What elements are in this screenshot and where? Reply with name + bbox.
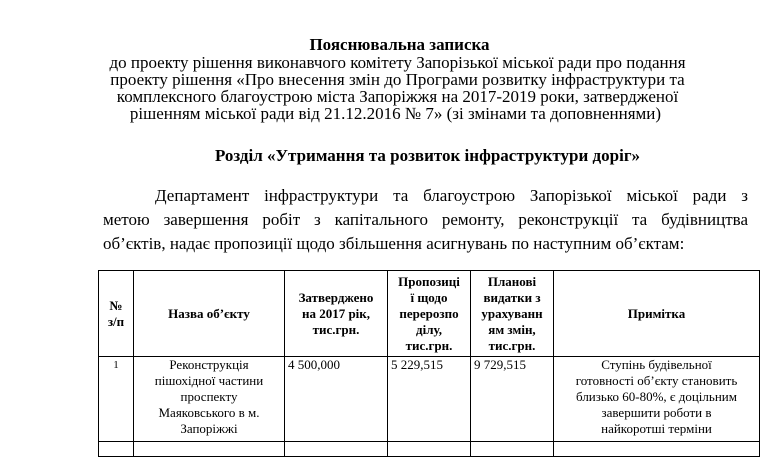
row-name-line: Реконструкція <box>169 357 249 372</box>
header-num-label: з/п <box>107 313 125 329</box>
row-note-line: близько 60-80%, є доцільним <box>576 389 737 404</box>
header-planned-line: ям змін, <box>488 321 536 337</box>
row-num: 1 <box>99 357 134 442</box>
row-proposal: 5 229,515 <box>388 357 471 442</box>
row-planned <box>471 442 554 457</box>
header-planned-line: Планові <box>487 273 537 289</box>
header-planned-line: видатки з <box>483 289 541 305</box>
row-name-line: проспекту <box>180 389 238 404</box>
document-title: Пояснювальна записка <box>309 35 490 54</box>
section-title: Розділ «Утримання та розвиток інфраструктури доріг» <box>214 146 641 165</box>
row-name-line: пішохідної частини <box>154 373 264 388</box>
row-note-line: готовності об’єкту становить <box>575 373 738 388</box>
header-proposal <box>388 271 471 357</box>
header-approved-line: тис.грн. <box>312 321 360 337</box>
header-note: Примітка <box>554 271 760 357</box>
header-name: Назва об’єкту <box>134 271 285 357</box>
row-name-line: Маяковського в м. <box>158 405 260 420</box>
row-note-line: Ступінь будівельної <box>601 357 712 372</box>
header-planned <box>471 271 554 357</box>
header-num <box>99 271 134 357</box>
row-approved <box>285 442 388 457</box>
header-proposal-line: Пропозиці <box>398 273 460 289</box>
header-proposal-line: ділу, <box>416 321 442 337</box>
paragraph-line-3: об’єктів, надає пропозиції щодо збільшення асигнувань по наступним об’єктам: <box>103 234 685 253</box>
row-note <box>554 357 760 442</box>
header-num-symbol: № <box>109 297 123 313</box>
table-header-row <box>99 271 760 357</box>
table-row <box>99 442 760 457</box>
row-proposal <box>388 442 471 457</box>
header-planned-line: тис.грн. <box>488 337 536 353</box>
subtitle-line-3: комплексного благоустрою міста Запоріжжя на 2017-2019 роки, затвердженої <box>116 87 679 106</box>
subtitle-line-2: проекту рішення «Про внесення змін до Програми розвитку інфраструктури та <box>110 70 685 89</box>
subtitle-line-4: рішенням міської ради від 21.12.2016 № 7» (зі змінами та доповненнями) <box>129 104 662 123</box>
header-planned-line: урахуванн <box>481 305 543 321</box>
objects-table <box>98 270 760 457</box>
row-approved: 4 500,000 <box>285 357 388 442</box>
header-proposal-line: ї щодо <box>410 289 448 305</box>
row-name-line: Запоріжжі <box>180 421 238 436</box>
header-proposal-line: тис.грн. <box>405 337 453 353</box>
row-name <box>134 442 285 457</box>
row-note-line: завершити роботи в <box>601 405 712 420</box>
row-note-line: найкоротші терміни <box>601 421 712 436</box>
row-note <box>554 442 760 457</box>
row-num <box>99 442 134 457</box>
header-approved <box>285 271 388 357</box>
row-planned: 9 729,515 <box>471 357 554 442</box>
subtitle-line-1: до проекту рішення виконавчого комітету Запорізької міської ради про подання <box>109 53 686 72</box>
paragraph-line-2: метою завершення робіт з капітального ремонту, реконструкції та будівництва <box>103 210 748 229</box>
body-paragraph <box>103 184 748 256</box>
row-name <box>134 357 285 442</box>
table-row <box>99 357 760 442</box>
paragraph-line-1: Департамент інфраструктури та благоустрою Запорізької міської ради з <box>155 186 748 205</box>
header-approved-line: на 2017 рік, <box>301 305 371 321</box>
header-proposal-line: перерозпо <box>399 305 459 321</box>
header-approved-line: Затверджено <box>298 289 374 305</box>
